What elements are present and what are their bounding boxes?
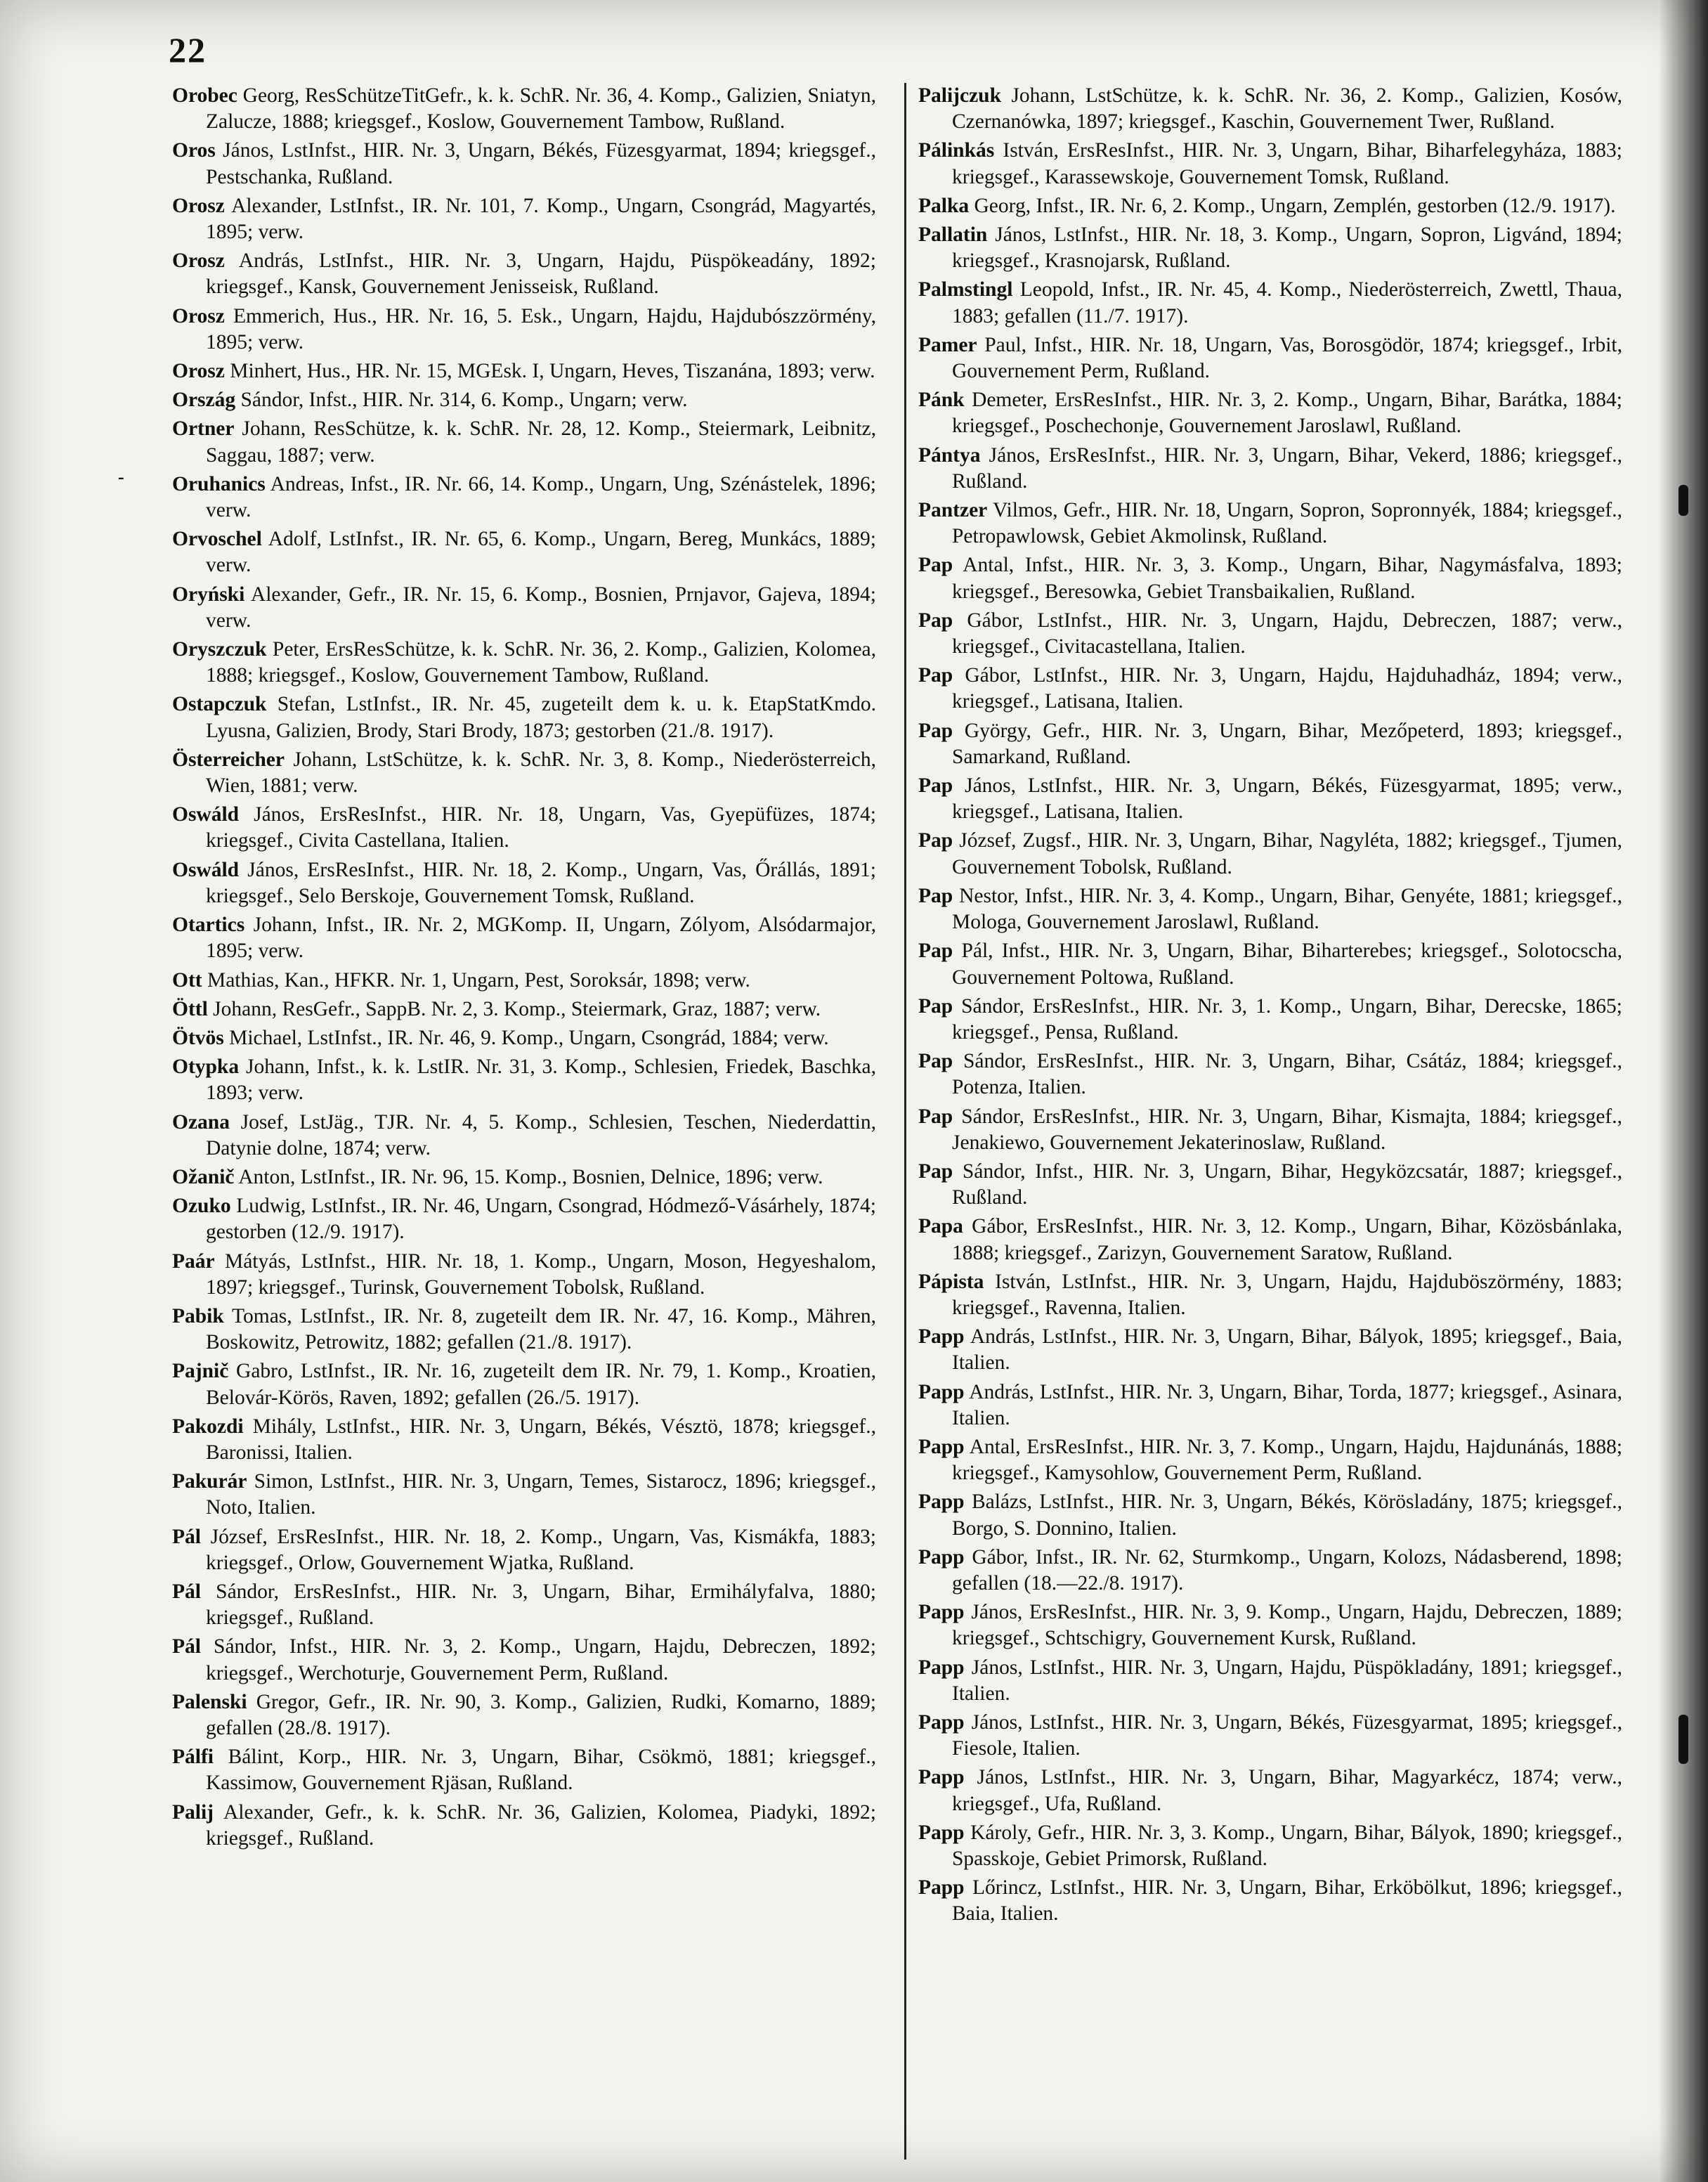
entry-surname: Oruhanics [172, 472, 266, 495]
entry-details: Mátyás, LstInfst., HIR. Nr. 18, 1. Komp., Ungarn, Moson, Hegyeshalom, 1897; kriegsgef., Turinsk, Gouvernement Tobolsk, Rußland. [206, 1249, 877, 1299]
entry-surname: Papp [918, 1435, 965, 1458]
entry-surname: Pakozdi [172, 1415, 244, 1438]
entry-details: Josef, LstJäg., TJR. Nr. 4, 5. Komp., Schlesien, Teschen, Niederdattin, Datynie dolne, 1874; verw. [206, 1110, 877, 1160]
list-entry [172, 637, 876, 689]
list-entry [172, 1744, 876, 1796]
entry-surname: Pap [918, 1160, 953, 1183]
entry-surname: Papp [918, 1545, 965, 1569]
list-entry [918, 1214, 1622, 1266]
list-entry [918, 1434, 1622, 1486]
entry-details: Sándor, ErsResInfst., HIR. Nr. 3, 1. Komp., Ungarn, Bihar, Derecske, 1865; kriegsgef., Pensa, Rußland. [952, 994, 1622, 1044]
entry-details: Johann, LstSchütze, k. k. SchR. Nr. 3, 8. Komp., Niederösterreich, Wien, 1881; verw. [206, 748, 877, 798]
list-entry [172, 1110, 876, 1162]
entry-details: Gábor, Infst., IR. Nr. 62, Sturmkomp., Ungarn, Kolozs, Nádasberend, 1898; gefallen (18.—22./8. 1917). [952, 1545, 1623, 1595]
entry-details: Sándor, ErsResInfst., HIR. Nr. 3, Ungarn, Bihar, Csátáz, 1884; kriegsgef., Potenza, Italien. [952, 1050, 1623, 1099]
entry-details: Bálint, Korp., HIR. Nr. 3, Ungarn, Bihar, Csökmö, 1881; kriegsgef., Kassimow, Gouvernement Rjäsan, Rußland. [206, 1746, 876, 1795]
entry-details: Pál, Infst., HIR. Nr. 3, Ungarn, Bihar, Biharterebes; kriegsgef., Solotocscha, Gouvernement Poltowa, Rußland. [952, 940, 1622, 989]
entry-details: Lőrincz, LstInfst., HIR. Nr. 3, Ungarn, Bihar, Erköbölkut, 1896; kriegsgef., Baia, Italien. [952, 1876, 1622, 1926]
entry-details: Alexander, Gefr., IR. Nr. 15, 6. Komp., Bosnien, Prnjavor, Gajeva, 1894; verw. [206, 583, 876, 632]
entry-details: Mihály, LstInfst., HIR. Nr. 3, Ungarn, Békés, Vésztö, 1878; kriegsgef., Baronissi, Italien. [206, 1415, 877, 1464]
entry-surname: Oryszczuk [172, 638, 267, 661]
binding-mark [1678, 485, 1688, 516]
list-entry [918, 1655, 1622, 1707]
entry-details: Peter, ErsResSchütze, k. k. SchR. Nr. 36, 2. Komp., Galizien, Kolomea, 1888; kriegsgef., Koslow, Gouvernement Tambow, Rußland. [206, 638, 877, 687]
entry-details: Ludwig, LstInfst., IR. Nr. 46, Ungarn, Csongrad, Hódmező-Vásárhely, 1874; gestorben (12./9. 1917). [206, 1195, 876, 1244]
page-shadow-edge [1659, 0, 1708, 2182]
list-entry [172, 304, 876, 356]
entry-surname: Pantzer [918, 499, 988, 522]
list-entry [172, 1193, 876, 1245]
entry-surname: Pál [172, 1635, 201, 1658]
entry-details: Simon, LstInfst., HIR. Nr. 3, Ungarn, Temes, Sistarocz, 1896; kriegsgef., Noto, Italien. [206, 1470, 876, 1519]
entry-surname: Öttl [172, 997, 208, 1020]
list-entry [918, 1489, 1622, 1541]
list-entry [918, 773, 1622, 825]
list-entry [172, 1634, 876, 1686]
entry-surname: Papp [918, 1766, 965, 1789]
entry-surname: Pajnič [172, 1360, 229, 1383]
entry-surname: Österreicher [172, 748, 285, 771]
list-entry [172, 747, 876, 799]
list-entry [172, 582, 876, 634]
list-entry [172, 1469, 876, 1521]
entry-surname: Paár [172, 1249, 215, 1273]
entry-surname: Papp [918, 1710, 965, 1734]
entry-surname: Orobec [172, 84, 237, 107]
list-entry [172, 968, 876, 994]
entry-details: Sándor, Infst., HIR. Nr. 3, 2. Komp., Ungarn, Hajdu, Debreczen, 1892; kriegsgef., Werchoturje, Gouvernement Perm, Rußland. [206, 1635, 876, 1684]
entry-details: Mathias, Kan., HFKR. Nr. 1, Ungarn, Pest, Soroksár, 1898; verw. [207, 968, 750, 992]
entry-details: Johann, ResSchütze, k. k. SchR. Nr. 28, 12. Komp., Steiermark, Leibnitz, Saggau, 1887; verw. [206, 417, 876, 467]
list-entry [172, 996, 876, 1022]
entry-surname: Palij [172, 1800, 214, 1824]
list-entry [172, 1524, 876, 1576]
entry-details: Anton, LstInfst., IR. Nr. 96, 15. Komp., Bosnien, Delnice, 1896; verw. [238, 1165, 823, 1188]
entry-surname: Pap [918, 719, 953, 742]
entry-surname: Pap [918, 1105, 953, 1128]
list-entry [918, 1545, 1622, 1597]
entry-details: Georg, ResSchützeTitGefr., k. k. SchR. Nr. 36, 4. Komp., Galizien, Sniatyn, Zalucze, 1888; kriegsgef., Koslow, Gouvernement Tambow, Rußland. [206, 84, 877, 134]
entry-details: Emmerich, Hus., HR. Nr. 16, 5. Esk., Ungarn, Hajdu, Hajdubószzörmény, 1895; verw. [206, 304, 876, 353]
list-entry [918, 828, 1622, 880]
list-entry [918, 608, 1622, 660]
list-entry [918, 1324, 1622, 1376]
list-entry [172, 1800, 876, 1852]
entry-details: Leopold, Infst., IR. Nr. 45, 4. Komp., Niederösterreich, Zwettl, Thaua, 1883; gefallen (11./7. 1917). [952, 278, 1622, 327]
entry-details: Minhert, Hus., HR. Nr. 15, MGEsk. I, Ungarn, Heves, Tiszanána, 1893; verw. [230, 360, 875, 383]
binding-mark [1678, 1715, 1688, 1764]
entry-surname: Papp [918, 1821, 965, 1844]
list-entry [172, 1164, 876, 1190]
entry-surname: Pabik [172, 1304, 224, 1327]
list-entry [918, 1765, 1622, 1817]
entry-details: Balázs, LstInfst., HIR. Nr. 3, Ungarn, Békés, Körösladány, 1875; kriegsgef., Borgo, S. Donnino, Italien. [952, 1491, 1623, 1540]
entry-details: András, LstInfst., HIR. Nr. 3, Ungarn, Bihar, Torda, 1877; kriegsgef., Asinara, Italien. [952, 1380, 1623, 1429]
list-entry [172, 387, 876, 413]
list-entry [172, 1054, 876, 1106]
list-entry [172, 83, 876, 135]
entry-surname: Ötvös [172, 1026, 224, 1049]
entry-details: Alexander, Gefr., k. k. SchR. Nr. 36, Galizien, Kolomea, Piadyki, 1892; kriegsgef., Rußland. [206, 1800, 876, 1850]
list-entry [172, 193, 876, 245]
column-divider [904, 83, 906, 2160]
entry-surname: Pap [918, 554, 953, 577]
entry-details: Sándor, Infst., HIR. Nr. 314, 6. Komp., Ungarn; verw. [240, 389, 688, 412]
list-entry [918, 1599, 1622, 1651]
entry-surname: Pap [918, 994, 953, 1018]
entry-details: György, Gefr., HIR. Nr. 3, Ungarn, Bihar, Mezőpeterd, 1893; kriegsgef., Samarkand, Rußland. [952, 719, 1623, 768]
entry-surname: Pápista [918, 1270, 984, 1293]
entry-details: Károly, Gefr., HIR. Nr. 3, 3. Komp., Ungarn, Bihar, Bályok, 1890; kriegsgef., Spasskoje, Gebiet Primorsk, Rußland. [952, 1821, 1622, 1870]
list-entry [918, 1104, 1622, 1156]
entry-surname: Orosz [172, 304, 225, 327]
list-entry [172, 358, 876, 384]
entry-details: Michael, LstInfst., IR. Nr. 46, 9. Komp., Ungarn, Csongrád, 1884; verw. [229, 1026, 829, 1049]
list-entry [918, 994, 1622, 1046]
entry-details: Paul, Infst., HIR. Nr. 18, Ungarn, Vas, Borosgödör, 1874; kriegsgef., Irbit, Gouvernement Perm, Rußland. [952, 333, 1622, 383]
entry-surname: Papp [918, 1325, 965, 1349]
entry-details: Gabro, LstInfst., IR. Nr. 16, zugeteilt dem IR. Nr. 79, 1. Komp., Kroatien, Belovár-Körös, Raven, 1892; gefallen (26./5. 1917). [206, 1360, 876, 1409]
entry-surname: Papp [918, 1656, 965, 1679]
entry-details: Georg, Infst., IR. Nr. 6, 2. Komp., Ungarn, Zemplén, gestorben (12./9. 1917). [974, 194, 1616, 217]
list-entry [172, 526, 876, 578]
entry-surname: Ožanič [172, 1165, 235, 1188]
entry-surname: Orvoschel [172, 528, 262, 551]
entry-surname: Orosz [172, 360, 225, 383]
entry-surname: Otypka [172, 1056, 240, 1079]
list-entry [172, 912, 876, 964]
entry-surname: Pap [918, 1050, 953, 1073]
list-entry [172, 1579, 876, 1631]
list-entry [172, 691, 876, 743]
entry-surname: Ország [172, 389, 236, 412]
entry-details: Nestor, Infst., HIR. Nr. 3, 4. Komp., Ungarn, Bihar, Genyéte, 1881; kriegsgef., Mologa, Gouvernement Jaroslawl, Rußland. [952, 884, 1622, 934]
list-entry [918, 1269, 1622, 1321]
entry-details: János, ErsResInfst., HIR. Nr. 3, Ungarn, Bihar, Vekerd, 1886; kriegsgef., Rußland. [952, 443, 1623, 493]
entry-surname: Papa [918, 1215, 963, 1238]
list-entry [918, 83, 1622, 135]
entry-surname: Oros [172, 139, 216, 162]
entry-surname: Otartics [172, 914, 245, 937]
entry-surname: Ozuko [172, 1195, 231, 1218]
entry-surname: Pál [172, 1580, 201, 1603]
list-entry [918, 138, 1622, 190]
entry-surname: Ostapczuk [172, 693, 267, 716]
list-entry [918, 1820, 1622, 1872]
entry-surname: Ott [172, 968, 202, 992]
entry-surname: Pap [918, 940, 953, 963]
entry-surname: Orosz [172, 194, 225, 217]
entry-surname: Oryński [172, 583, 245, 606]
entry-surname: Pap [918, 609, 953, 632]
entry-surname: Pál [172, 1525, 201, 1548]
entry-details: János, LstInfst., HIR. Nr. 3, Ungarn, Hajdu, Püspökladány, 1891; kriegsgef., Italien. [952, 1656, 1622, 1705]
entry-details: József, Zugsf., HIR. Nr. 3, Ungarn, Bihar, Nagyléta, 1882; kriegsgef., Tjumen, Gouvernement Tobolsk, Rußland. [952, 829, 1623, 878]
entry-surname: Pánk [918, 389, 965, 412]
margin-dash-mark: - [118, 467, 124, 487]
entry-surname: Pakurár [172, 1470, 247, 1493]
list-entry [918, 332, 1622, 384]
entry-details: József, ErsResInfst., HIR. Nr. 18, 2. Komp., Ungarn, Vas, Kismákfa, 1883; kriegsgef., Orlow, Gouvernement Wjatka, Rußland. [206, 1525, 877, 1574]
entry-surname: Papp [918, 1876, 965, 1899]
right-column [918, 83, 1622, 1930]
list-entry [918, 718, 1622, 770]
list-entry [172, 857, 876, 909]
entry-surname: Ortner [172, 417, 235, 441]
entry-details: István, ErsResInfst., HIR. Nr. 3, Ungarn, Bihar, Biharfelegyháza, 1883; kriegsgef., Karassewskoje, Gouvernement Tomsk, Rußland. [952, 139, 1623, 188]
list-entry [918, 883, 1622, 935]
entry-details: Sándor, ErsResInfst., HIR. Nr. 3, Ungarn, Bihar, Ermihályfalva, 1880; kriegsgef., Rußland. [206, 1580, 876, 1630]
entry-surname: Palka [918, 194, 970, 217]
entry-details: Antal, ErsResInfst., HIR. Nr. 3, 7. Komp., Ungarn, Hajdu, Hajdunánás, 1888; kriegsgef., Kamysohlow, Gouvernement Perm, Rußland. [952, 1435, 1623, 1485]
entry-details: János, LstInfst., HIR. Nr. 18, 3. Komp., Ungarn, Sopron, Ligvánd, 1894; kriegsgef., Krasnojarsk, Rußland. [952, 223, 1622, 273]
entry-details: Demeter, ErsResInfst., HIR. Nr. 3, 2. Komp., Ungarn, Bihar, Barátka, 1884; kriegsgef., Poschechonje, Gouvernement Jaroslawl, Rußland. [952, 389, 1623, 438]
list-entry [918, 1875, 1622, 1927]
entry-surname: Papp [918, 1380, 965, 1403]
entry-surname: Pálinkás [918, 139, 995, 162]
entry-surname: Ozana [172, 1110, 230, 1134]
entry-surname: Pántya [918, 443, 981, 467]
entry-details: Johann, ResGefr., SappB. Nr. 2, 3. Komp., Steiermark, Graz, 1887; verw. [213, 997, 821, 1020]
entry-surname: Oswáld [172, 803, 240, 826]
entry-details: Gregor, Gefr., IR. Nr. 90, 3. Komp., Galizien, Rudki, Komarno, 1889; gefallen (28./8. 1917). [206, 1690, 876, 1739]
entry-surname: Palmstingl [918, 278, 1013, 301]
list-entry [918, 193, 1622, 219]
list-entry [918, 222, 1622, 274]
entry-surname: Pamer [918, 333, 977, 356]
list-entry [918, 552, 1622, 604]
entry-details: András, LstInfst., HIR. Nr. 3, Ungarn, Hajdu, Püspökeadány, 1892; kriegsgef., Kansk, Gouvernement Jenisseisk, Rußland. [206, 249, 877, 299]
list-entry [172, 1414, 876, 1466]
entry-details: Sándor, Infst., HIR. Nr. 3, Ungarn, Bihar, Hegyközcsatár, 1887; kriegsgef., Rußland. [952, 1160, 1623, 1209]
entry-details: Tomas, LstInfst., IR. Nr. 8, zugeteilt dem IR. Nr. 47, 16. Komp., Mähren, Boskowitz, Petrowitz, 1882; gefallen (21./8. 1917). [206, 1304, 876, 1354]
entry-details: Stefan, LstInfst., IR. Nr. 45, zugeteilt dem k. u. k. EtapStatKmdo. Lyusna, Galizien, Brody, Stari Brody, 1873; gestorben (21./8. 1917). [206, 693, 876, 742]
list-entry [918, 1048, 1622, 1100]
entry-surname: Pálfi [172, 1746, 214, 1769]
list-entry [172, 1689, 876, 1741]
entry-surname: Orosz [172, 249, 225, 273]
entry-surname: Pap [918, 884, 953, 907]
entry-details: János, LstInfst., HIR. Nr. 3, Ungarn, Békés, Füzesgyarmat, 1894; kriegsgef., Pestschanka, Rußland. [206, 139, 876, 188]
entry-details: Alexander, LstInfst., IR. Nr. 101, 7. Komp., Ungarn, Csongrád, Magyartés, 1895; verw. [206, 194, 877, 244]
entry-details: Johann, LstSchütze, k. k. SchR. Nr. 36, 2. Komp., Galizien, Kosów, Czernanówka, 1897; kriegsgef., Kaschin, Gouvernement Twer, Rußland. [952, 84, 1623, 134]
entry-details: János, LstInfst., HIR. Nr. 3, Ungarn, Békés, Füzesgyarmat, 1895; verw., kriegsgef., Latisana, Italien. [952, 774, 1623, 824]
list-entry [918, 443, 1622, 495]
list-entry [172, 802, 876, 854]
list-entry [918, 498, 1622, 550]
list-entry [172, 472, 876, 524]
entry-surname: Oswáld [172, 858, 240, 881]
list-entry [172, 1304, 876, 1356]
entry-surname: Pap [918, 829, 953, 852]
entry-details: János, ErsResInfst., HIR. Nr. 3, 9. Komp., Ungarn, Hajdu, Debreczen, 1889; kriegsgef., Schtschigry, Gouvernement Kursk, Rußland. [952, 1601, 1622, 1650]
list-entry [918, 277, 1622, 329]
entry-details: Antal, Infst., HIR. Nr. 3, 3. Komp., Ungarn, Bihar, Nagymásfalva, 1893; kriegsgef., Beresowka, Gebiet Transbaikalien, Rußland. [952, 554, 1622, 603]
list-entry [172, 1249, 876, 1301]
entry-details: Gábor, LstInfst., HIR. Nr. 3, Ungarn, Hajdu, Hajduhadház, 1894; verw., kriegsgef., Latisana, Italien. [952, 664, 1622, 713]
entry-details: Andreas, Infst., IR. Nr. 66, 14. Komp., Ungarn, Ung, Szénástelek, 1896; verw. [206, 472, 877, 522]
list-entry [918, 938, 1622, 990]
list-entry [918, 1710, 1622, 1762]
list-entry [172, 1025, 876, 1051]
entry-details: István, LstInfst., HIR. Nr. 3, Ungarn, Hajdu, Hajduböszörmény, 1883; kriegsgef., Ravenna, Italien. [952, 1270, 1623, 1319]
page-number: 22 [169, 30, 207, 70]
entry-details: Adolf, LstInfst., IR. Nr. 65, 6. Komp., Ungarn, Bereg, Munkács, 1889; verw. [206, 528, 876, 577]
entry-details: János, ErsResInfst., HIR. Nr. 18, 2. Komp., Ungarn, Vas, Őrállás, 1891; kriegsgef., Selo Berskoje, Gouvernement Tomsk, Rußland. [206, 858, 877, 907]
entry-surname: Pap [918, 774, 953, 798]
entry-surname: Papp [918, 1601, 965, 1624]
entry-surname: Papp [918, 1491, 965, 1514]
entry-details: Johann, Infst., k. k. LstIR. Nr. 31, 3. Komp., Schlesien, Friedek, Baschka, 1893; verw. [206, 1056, 877, 1105]
entry-details: Johann, Infst., IR. Nr. 2, MGKomp. II, Ungarn, Zólyom, Alsódarmajor, 1895; verw. [206, 914, 876, 963]
entry-details: Sándor, ErsResInfst., HIR. Nr. 3, Ungarn, Bihar, Kismajta, 1884; kriegsgef., Jenakiewo, Gouvernement Jekaterinoslaw, Rußland. [952, 1105, 1622, 1154]
entry-surname: Palijczuk [918, 84, 1001, 107]
list-entry [918, 1379, 1622, 1431]
list-entry [172, 138, 876, 190]
entry-details: András, LstInfst., HIR. Nr. 3, Ungarn, Bihar, Bályok, 1895; kriegsgef., Baia, Italien. [952, 1325, 1622, 1375]
list-entry [172, 248, 876, 300]
list-entry [918, 663, 1622, 715]
list-entry [918, 1159, 1622, 1211]
entry-surname: Palenski [172, 1690, 247, 1713]
entry-details: János, ErsResInfst., HIR. Nr. 18, Ungarn, Vas, Gyepüfüzes, 1874; kriegsgef., Civita Castellana, Italien. [206, 803, 877, 852]
entry-details: János, LstInfst., HIR. Nr. 3, Ungarn, Békés, Füzesgyarmat, 1895; kriegsgef., Fiesole, Italien. [952, 1710, 1622, 1760]
entry-surname: Pallatin [918, 223, 988, 247]
left-column [172, 83, 876, 1855]
entry-details: Vilmos, Gefr., HIR. Nr. 18, Ungarn, Sopron, Sopronnyék, 1884; kriegsgef., Petropawlowsk, Gebiet Akmolinsk, Rußland. [952, 499, 1623, 548]
list-entry [918, 387, 1622, 439]
entry-details: Gábor, ErsResInfst., HIR. Nr. 3, 12. Komp., Ungarn, Bihar, Közösbánlaka, 1888; kriegsgef., Zarizyn, Gouvernement Saratow, Rußland. [952, 1215, 1623, 1264]
entry-details: János, LstInfst., HIR. Nr. 3, Ungarn, Bihar, Magyarkécz, 1874; verw., kriegsgef., Ufa, Rußland. [952, 1766, 1623, 1815]
entry-surname: Pap [918, 664, 953, 687]
list-entry [172, 416, 876, 468]
entry-details: Gábor, LstInfst., HIR. Nr. 3, Ungarn, Hajdu, Debreczen, 1887; verw., kriegsgef., Civitacastellana, Italien. [952, 609, 1622, 658]
list-entry [172, 1358, 876, 1410]
